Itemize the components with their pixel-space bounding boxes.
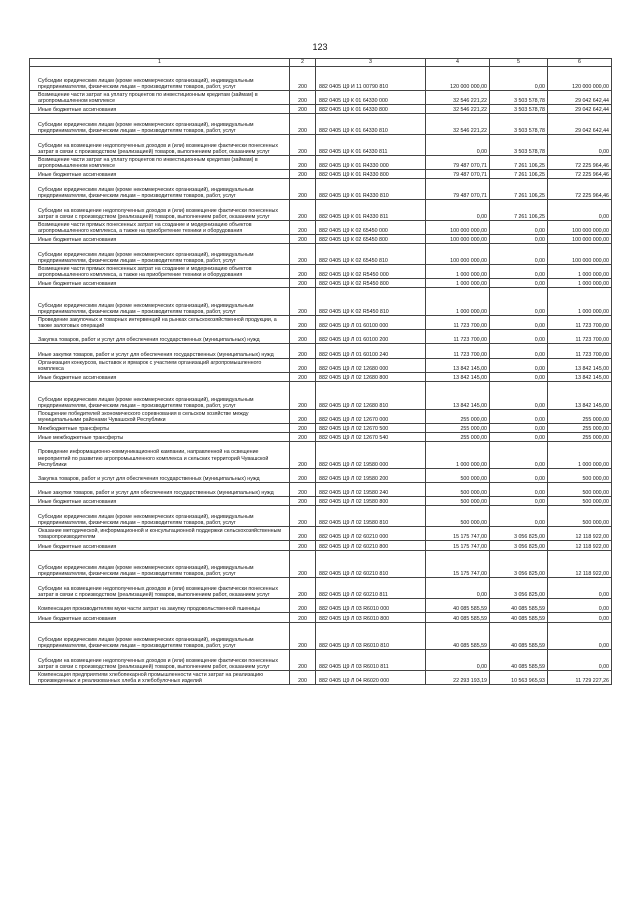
table-row — [30, 650, 612, 671]
row-admin-code: 200 — [290, 578, 316, 599]
row-admin-code: 200 — [290, 330, 316, 344]
row-admin-code: 200 — [290, 527, 316, 541]
row-budget-classification: 882 0405 Ц9 Л 02 12680 000 — [316, 359, 426, 373]
row-value-change: 40 085 585,59 — [490, 613, 548, 623]
row-name: Закупка товаров, работ и услуг для обеспечения государственных (муниципальных) нужд — [30, 330, 290, 344]
table-row — [30, 91, 612, 105]
row-value-change: 40 085 585,59 — [490, 650, 548, 671]
row-value-final: 72 225 964,46 — [548, 170, 612, 179]
row-name: Субсидии юридическим лицам (кроме некоммерческих организаций), индивидуальным предпринимателям, физическим лицам – производителям товаров, работ, услуг — [30, 288, 290, 316]
row-value-approved: 32 546 221,22 — [426, 91, 490, 105]
row-value-final: 500 000,00 — [548, 469, 612, 483]
row-value-approved: 13 842 145,00 — [426, 359, 490, 373]
row-admin-code: 200 — [290, 156, 316, 170]
row-value-approved: 255 000,00 — [426, 410, 490, 424]
row-value-approved: 13 842 145,00 — [426, 373, 490, 382]
column-number-row — [30, 59, 612, 67]
row-admin-code: 200 — [290, 469, 316, 483]
table-row — [30, 442, 612, 469]
row-value-change: 3 503 578,78 — [490, 135, 548, 156]
row-budget-classification: 882 0405 Ц9 Л 02 60210 811 — [316, 578, 426, 599]
row-value-final: 500 000,00 — [548, 506, 612, 527]
row-value-change: 0,00 — [490, 359, 548, 373]
row-value-change: 3 056 825,00 — [490, 527, 548, 541]
row-value-final: 0,00 — [548, 135, 612, 156]
row-value-approved: 500 000,00 — [426, 469, 490, 483]
table-row — [30, 578, 612, 599]
row-budget-classification: 882 0405 Ц9 К 01 R4330 000 — [316, 156, 426, 170]
row-value-final: 100 000 000,00 — [548, 235, 612, 244]
row-name: Организация конкурсов, выставок и ярмарок с участием организаций агропромышленного комплекса — [30, 359, 290, 373]
table-row — [30, 156, 612, 170]
row-value-change: 3 503 578,78 — [490, 105, 548, 114]
row-value-change: 7 261 106,25 — [490, 156, 548, 170]
row-name: Субсидии на возмещение недополученных доходов и (или) возмещение фактически понесенных затрат в связи с производством (реализацией) товаров, выполнением работ, оказанием услуг — [30, 578, 290, 599]
table-row — [30, 506, 612, 527]
row-budget-classification: 882 0405 Ц9 Л 03 R6010 811 — [316, 650, 426, 671]
row-value-change: 0,00 — [490, 288, 548, 316]
table-row — [30, 279, 612, 288]
row-value-change: 40 085 585,59 — [490, 599, 548, 613]
row-budget-classification: 882 0405 Ц9 Л 02 19580 810 — [316, 506, 426, 527]
table-row — [30, 114, 612, 135]
row-name: Проведение информационно-коммуникационной кампании, направленной на освещение мероприятий по развитию агропромышленного комплекса и сельских территорий Чувашской Республики — [30, 442, 290, 469]
row-admin-code: 200 — [290, 382, 316, 410]
row-admin-code: 200 — [290, 288, 316, 316]
row-name: Иные бюджетные ассигнования — [30, 373, 290, 382]
row-admin-code: 200 — [290, 244, 316, 265]
row-admin-code: 200 — [290, 279, 316, 288]
row-name: Закупка товаров, работ и услуг для обеспечения государственных (муниципальных) нужд — [30, 469, 290, 483]
row-name: Иные бюджетные ассигнования — [30, 497, 290, 506]
row-budget-classification: 882 0405 Ц9 Л 04 R6020 000 — [316, 671, 426, 685]
row-admin-code: 200 — [290, 623, 316, 650]
row-name: Иные межбюджетные трансферты — [30, 433, 290, 442]
row-value-change: 0,00 — [490, 344, 548, 359]
budget-table — [29, 58, 612, 685]
row-admin-code: 200 — [290, 497, 316, 506]
table-row — [30, 497, 612, 506]
row-budget-classification: 882 0405 Ц9 Л 02 12680 810 — [316, 382, 426, 410]
row-value-change: 0,00 — [490, 244, 548, 265]
row-value-approved: 1 000 000,00 — [426, 265, 490, 279]
page-number: 123 — [312, 42, 328, 52]
row-value-final: 12 118 922,00 — [548, 551, 612, 578]
table-row — [30, 469, 612, 483]
column-header: 2 — [290, 59, 316, 67]
row-budget-classification: 882 0405 Ц9 К 01 R4330 800 — [316, 170, 426, 179]
row-budget-classification: 882 0405 Ц9 К 02 65450 800 — [316, 235, 426, 244]
row-value-approved: 100 000 000,00 — [426, 244, 490, 265]
row-value-approved: 500 000,00 — [426, 483, 490, 497]
table-row — [30, 623, 612, 650]
row-value-final: 0,00 — [548, 578, 612, 599]
row-value-approved: 32 546 221,22 — [426, 114, 490, 135]
row-name: Субсидии юридическим лицам (кроме некоммерческих организаций), индивидуальным предпринимателям, физическим лицам – производителям товаров, работ, услуг — [30, 179, 290, 200]
row-value-approved: 40 085 585,59 — [426, 623, 490, 650]
table-row — [30, 105, 612, 114]
table-row — [30, 382, 612, 410]
row-value-approved: 11 723 700,00 — [426, 344, 490, 359]
row-value-change: 0,00 — [490, 67, 548, 91]
row-value-approved: 79 487 070,71 — [426, 170, 490, 179]
row-value-final: 11 729 227,26 — [548, 671, 612, 685]
row-budget-classification: 882 0405 Ц9 Л 03 R6010 800 — [316, 613, 426, 623]
row-admin-code: 200 — [290, 551, 316, 578]
column-header: 5 — [490, 59, 548, 67]
row-budget-classification: 882 0405 Ц9 И 11 00790 810 — [316, 67, 426, 91]
row-value-change: 7 261 106,25 — [490, 200, 548, 221]
row-value-final: 13 842 145,00 — [548, 359, 612, 373]
row-admin-code: 200 — [290, 424, 316, 433]
row-value-final: 72 225 964,46 — [548, 179, 612, 200]
row-value-approved: 11 723 700,00 — [426, 330, 490, 344]
row-budget-classification: 882 0405 Ц9 Л 02 12680 800 — [316, 373, 426, 382]
row-value-approved: 500 000,00 — [426, 497, 490, 506]
row-value-change: 7 261 106,25 — [490, 170, 548, 179]
row-value-change: 0,00 — [490, 506, 548, 527]
row-value-approved: 0,00 — [426, 650, 490, 671]
row-value-approved: 11 723 700,00 — [426, 316, 490, 330]
row-name: Субсидии юридическим лицам (кроме некоммерческих организаций), индивидуальным предпринимателям, физическим лицам – производителям товаров, работ, услуг — [30, 506, 290, 527]
row-budget-classification: 882 0405 Ц9 Л 02 19580 000 — [316, 442, 426, 469]
row-admin-code: 200 — [290, 221, 316, 235]
row-value-final: 100 000 000,00 — [548, 221, 612, 235]
row-admin-code: 200 — [290, 265, 316, 279]
table-row — [30, 235, 612, 244]
row-value-approved: 120 000 000,00 — [426, 67, 490, 91]
row-value-final: 11 723 700,00 — [548, 330, 612, 344]
row-name: Иные бюджетные ассигнования — [30, 235, 290, 244]
row-admin-code: 200 — [290, 671, 316, 685]
table-row — [30, 613, 612, 623]
row-admin-code: 200 — [290, 179, 316, 200]
row-value-final: 0,00 — [548, 623, 612, 650]
row-admin-code: 200 — [290, 410, 316, 424]
row-admin-code: 200 — [290, 91, 316, 105]
row-admin-code: 200 — [290, 599, 316, 613]
row-value-final: 255 000,00 — [548, 424, 612, 433]
row-value-change: 0,00 — [490, 497, 548, 506]
row-value-approved: 22 293 193,19 — [426, 671, 490, 685]
row-value-final: 120 000 000,00 — [548, 67, 612, 91]
row-value-change: 3 503 578,78 — [490, 114, 548, 135]
row-value-final: 500 000,00 — [548, 497, 612, 506]
row-value-final: 100 000 000,00 — [548, 244, 612, 265]
table-row — [30, 527, 612, 541]
row-value-final: 13 842 145,00 — [548, 373, 612, 382]
row-value-final: 29 042 642,44 — [548, 105, 612, 114]
row-value-change: 0,00 — [490, 279, 548, 288]
row-value-final: 500 000,00 — [548, 483, 612, 497]
table-row — [30, 599, 612, 613]
row-value-change: 3 503 578,78 — [490, 91, 548, 105]
row-name: Субсидии на возмещение недополученных доходов и (или) возмещение фактически понесенных затрат в связи с производством (реализацией) товаров, выполнением работ, оказанием услуг — [30, 650, 290, 671]
row-value-final: 1 000 000,00 — [548, 265, 612, 279]
row-value-final: 29 042 642,44 — [548, 91, 612, 105]
table-row — [30, 179, 612, 200]
row-value-change: 0,00 — [490, 410, 548, 424]
row-name: Иные бюджетные ассигнования — [30, 170, 290, 179]
row-budget-classification: 882 0405 Ц9 К 01 64330 810 — [316, 114, 426, 135]
table-row — [30, 359, 612, 373]
row-admin-code: 200 — [290, 373, 316, 382]
row-value-final: 72 225 964,46 — [548, 156, 612, 170]
table-row — [30, 424, 612, 433]
row-admin-code: 200 — [290, 483, 316, 497]
row-budget-classification: 882 0405 Ц9 К 02 R5450 800 — [316, 279, 426, 288]
row-value-approved: 1 000 000,00 — [426, 288, 490, 316]
row-budget-classification: 882 0405 Ц9 К 01 R4330 811 — [316, 200, 426, 221]
row-value-final: 1 000 000,00 — [548, 442, 612, 469]
row-budget-classification: 882 0405 Ц9 К 01 R4330 810 — [316, 179, 426, 200]
row-admin-code: 200 — [290, 650, 316, 671]
table-row — [30, 373, 612, 382]
row-name: Оказание методической, информационной и консультационной поддержки сельскохозяйственным товаропроизводителям — [30, 527, 290, 541]
row-budget-classification: 882 0405 Ц9 К 02 65450 000 — [316, 221, 426, 235]
column-header: 3 — [316, 59, 426, 67]
row-name: Субсидии юридическим лицам (кроме некоммерческих организаций), индивидуальным предпринимателям, физическим лицам – производителям товаров, работ, услуг — [30, 551, 290, 578]
column-header: 6 — [548, 59, 612, 67]
table-row — [30, 316, 612, 330]
row-value-approved: 500 000,00 — [426, 506, 490, 527]
row-name: Компенсация предприятиям хлебопекарной промышленности части затрат на реализацию произведенных и реализованных хлеба и хлебобулочных изделий — [30, 671, 290, 685]
row-admin-code: 200 — [290, 235, 316, 244]
row-value-final: 255 000,00 — [548, 410, 612, 424]
table-row — [30, 433, 612, 442]
row-name: Субсидии юридическим лицам (кроме некоммерческих организаций), индивидуальным предпринимателям, физическим лицам – производителям товаров, работ, услуг — [30, 623, 290, 650]
row-value-change: 0,00 — [490, 382, 548, 410]
row-value-approved: 0,00 — [426, 135, 490, 156]
row-budget-classification: 882 0405 Ц9 К 02 R5450 000 — [316, 265, 426, 279]
table-row — [30, 288, 612, 316]
row-value-approved: 0,00 — [426, 578, 490, 599]
row-admin-code: 200 — [290, 541, 316, 551]
table-row — [30, 135, 612, 156]
column-header: 4 — [426, 59, 490, 67]
row-value-approved: 40 085 585,59 — [426, 599, 490, 613]
table-row — [30, 265, 612, 279]
row-value-approved: 15 175 747,00 — [426, 541, 490, 551]
row-value-final: 13 842 145,00 — [548, 382, 612, 410]
row-value-change: 0,00 — [490, 373, 548, 382]
row-admin-code: 200 — [290, 613, 316, 623]
row-name: Возмещение части затрат на уплату процентов по инвестиционным кредитам (займам) в агропромышленном комплексе — [30, 156, 290, 170]
row-name: Иные бюджетные ассигнования — [30, 279, 290, 288]
row-budget-classification: 882 0405 Ц9 Л 02 12670 540 — [316, 433, 426, 442]
row-value-final: 1 000 000,00 — [548, 288, 612, 316]
row-name: Иные бюджетные ассигнования — [30, 541, 290, 551]
row-budget-classification: 882 0405 Ц9 К 02 65450 810 — [316, 244, 426, 265]
row-value-final: 0,00 — [548, 613, 612, 623]
row-budget-classification: 882 0405 Ц9 Л 02 60210 800 — [316, 541, 426, 551]
row-budget-classification: 882 0405 Ц9 Л 03 R6010 000 — [316, 599, 426, 613]
row-value-approved: 79 487 070,71 — [426, 179, 490, 200]
table-row — [30, 244, 612, 265]
row-value-change: 0,00 — [490, 424, 548, 433]
row-value-approved: 15 175 747,00 — [426, 527, 490, 541]
row-name: Субсидии на возмещение недополученных доходов и (или) возмещение фактически понесенных затрат в связи с производством (реализацией) товаров, выполнением работ, оказанием услуг — [30, 135, 290, 156]
row-value-approved: 255 000,00 — [426, 424, 490, 433]
row-name: Иные закупки товаров, работ и услуг для обеспечения государственных (муниципальных) нужд — [30, 483, 290, 497]
row-value-final: 0,00 — [548, 200, 612, 221]
row-name: Межбюджетные трансферты — [30, 424, 290, 433]
row-value-change: 10 563 965,93 — [490, 671, 548, 685]
row-value-final: 255 000,00 — [548, 433, 612, 442]
table-row — [30, 67, 612, 91]
budget-table-container — [29, 58, 611, 685]
row-name: Субсидии юридическим лицам (кроме некоммерческих организаций), индивидуальным предпринимателям, физическим лицам – производителям товаров, работ, услуг — [30, 244, 290, 265]
row-admin-code: 200 — [290, 170, 316, 179]
row-value-change: 0,00 — [490, 469, 548, 483]
table-body — [30, 67, 612, 685]
row-budget-classification: 882 0405 Ц9 Л 02 19580 800 — [316, 497, 426, 506]
row-value-change: 0,00 — [490, 442, 548, 469]
table-row — [30, 200, 612, 221]
row-name: Субсидии на возмещение недополученных доходов и (или) возмещение фактически понесенных затрат в связи с производством (реализацией) товаров, выполнением работ, оказанием услуг — [30, 200, 290, 221]
row-admin-code: 200 — [290, 200, 316, 221]
row-budget-classification: 882 0405 Ц9 Л 01 60100 240 — [316, 344, 426, 359]
row-budget-classification: 882 0405 Ц9 Л 03 R6010 810 — [316, 623, 426, 650]
row-admin-code: 200 — [290, 114, 316, 135]
row-value-approved: 79 487 070,71 — [426, 156, 490, 170]
table-row — [30, 541, 612, 551]
row-value-change: 0,00 — [490, 433, 548, 442]
row-value-final: 1 000 000,00 — [548, 279, 612, 288]
row-value-final: 12 118 922,00 — [548, 527, 612, 541]
row-value-final: 12 118 922,00 — [548, 541, 612, 551]
row-budget-classification: 882 0405 Ц9 Л 02 60210 810 — [316, 551, 426, 578]
row-name: Субсидии юридическим лицам (кроме некоммерческих организаций), индивидуальным предпринимателям, физическим лицам – производителям товаров, работ, услуг — [30, 67, 290, 91]
row-name: Субсидии юридическим лицам (кроме некоммерческих организаций), индивидуальным предпринимателям, физическим лицам – производителям товаров, работ, услуг — [30, 114, 290, 135]
row-budget-classification: 882 0405 Ц9 К 01 64330 800 — [316, 105, 426, 114]
table-row — [30, 344, 612, 359]
row-name: Возмещение части прямых понесенных затрат на создание и модернизацию объектов агропромышленного комплекса, а также на приобретение техники и оборудования — [30, 221, 290, 235]
column-header: 1 — [30, 59, 290, 67]
row-name: Иные бюджетные ассигнования — [30, 105, 290, 114]
row-value-final: 11 723 700,00 — [548, 344, 612, 359]
row-value-change: 3 056 825,00 — [490, 541, 548, 551]
row-value-final: 29 042 642,44 — [548, 114, 612, 135]
row-admin-code: 200 — [290, 359, 316, 373]
row-value-approved: 40 085 585,59 — [426, 613, 490, 623]
row-value-change: 3 056 825,00 — [490, 551, 548, 578]
row-name: Субсидии юридическим лицам (кроме некоммерческих организаций), индивидуальным предпринимателям, физическим лицам – производителям товаров, работ, услуг — [30, 382, 290, 410]
row-value-change: 0,00 — [490, 221, 548, 235]
row-admin-code: 200 — [290, 67, 316, 91]
row-value-approved: 13 842 145,00 — [426, 382, 490, 410]
row-value-approved: 100 000 000,00 — [426, 235, 490, 244]
table-row — [30, 483, 612, 497]
row-value-change: 40 085 585,59 — [490, 623, 548, 650]
row-admin-code: 200 — [290, 316, 316, 330]
table-row — [30, 551, 612, 578]
row-name: Поощрение победителей экономического соревнования в сельском хозяйстве между муниципальными районами Чувашской Республики — [30, 410, 290, 424]
row-admin-code: 200 — [290, 506, 316, 527]
row-name: Возмещение части прямых понесенных затрат на создание и модернизацию объектов агропромышленного комплекса, а также на приобретение техники и оборудования — [30, 265, 290, 279]
row-value-change: 3 056 825,00 — [490, 578, 548, 599]
row-value-final: 0,00 — [548, 650, 612, 671]
row-name: Иные бюджетные ассигнования — [30, 613, 290, 623]
row-budget-classification: 882 0405 Ц9 Л 02 19580 240 — [316, 483, 426, 497]
row-admin-code: 200 — [290, 105, 316, 114]
row-admin-code: 200 — [290, 442, 316, 469]
table-row — [30, 671, 612, 685]
row-budget-classification: 882 0405 Ц9 К 01 64330 811 — [316, 135, 426, 156]
row-value-final: 0,00 — [548, 599, 612, 613]
row-name: Иные закупки товаров, работ и услуг для обеспечения государственных (муниципальных) нужд — [30, 344, 290, 359]
row-value-approved: 255 000,00 — [426, 433, 490, 442]
row-value-change: 0,00 — [490, 483, 548, 497]
row-admin-code: 200 — [290, 135, 316, 156]
row-value-change: 0,00 — [490, 330, 548, 344]
row-budget-classification: 882 0405 Ц9 К 01 64330 000 — [316, 91, 426, 105]
table-row — [30, 410, 612, 424]
row-budget-classification: 882 0405 Ц9 Л 01 60100 000 — [316, 316, 426, 330]
row-budget-classification: 882 0405 Ц9 К 02 R5450 810 — [316, 288, 426, 316]
row-value-approved: 100 000 000,00 — [426, 221, 490, 235]
row-budget-classification: 882 0405 Ц9 Л 01 60100 200 — [316, 330, 426, 344]
row-budget-classification: 882 0405 Ц9 Л 02 60210 000 — [316, 527, 426, 541]
row-value-approved: 15 175 747,00 — [426, 551, 490, 578]
row-value-approved: 0,00 — [426, 200, 490, 221]
row-value-change: 0,00 — [490, 316, 548, 330]
row-value-change: 0,00 — [490, 265, 548, 279]
row-value-approved: 1 000 000,00 — [426, 442, 490, 469]
row-value-approved: 32 546 221,22 — [426, 105, 490, 114]
table-row — [30, 221, 612, 235]
row-name: Возмещение части затрат на уплату процентов по инвестиционным кредитам (займам) в агропромышленном комплексе — [30, 91, 290, 105]
row-name: Компенсация производителям муки части затрат на закупку продовольственной пшеницы — [30, 599, 290, 613]
table-row — [30, 170, 612, 179]
row-value-final: 11 723 700,00 — [548, 316, 612, 330]
row-value-change: 7 261 106,25 — [490, 179, 548, 200]
row-admin-code: 200 — [290, 344, 316, 359]
row-value-approved: 1 000 000,00 — [426, 279, 490, 288]
table-row — [30, 330, 612, 344]
row-name: Проведение закупочных и товарных интервенций на рынках сельскохозяйственной продукции, а также залоговых операций — [30, 316, 290, 330]
row-budget-classification: 882 0405 Ц9 Л 02 12670 000 — [316, 410, 426, 424]
row-budget-classification: 882 0405 Ц9 Л 02 19580 200 — [316, 469, 426, 483]
row-value-change: 0,00 — [490, 235, 548, 244]
row-budget-classification: 882 0405 Ц9 Л 02 12670 500 — [316, 424, 426, 433]
row-admin-code: 200 — [290, 433, 316, 442]
